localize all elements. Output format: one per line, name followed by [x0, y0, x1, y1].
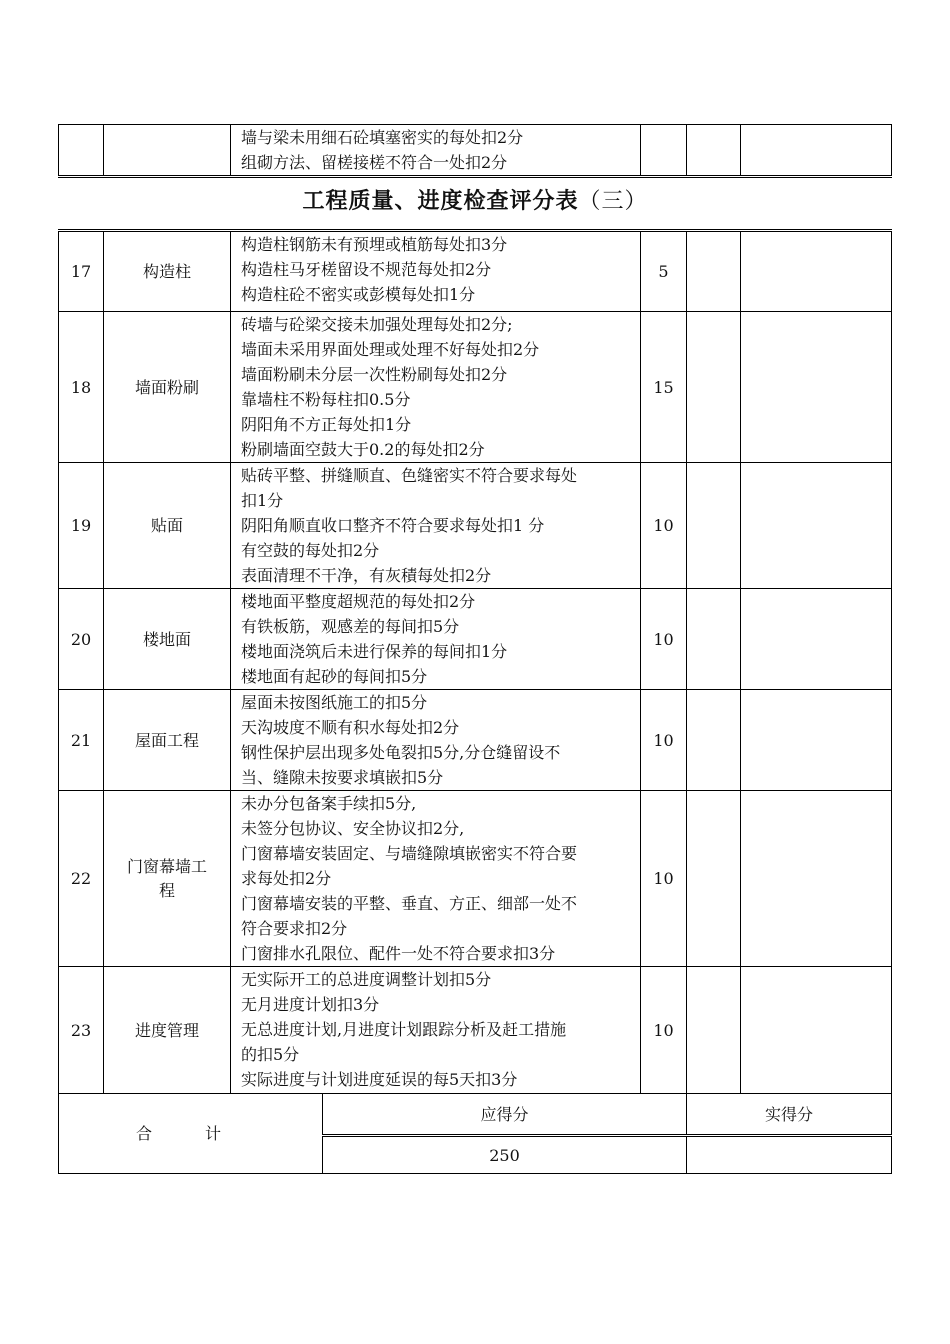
- item-line: 楼地面平整度超规范的每处扣2分: [241, 592, 476, 611]
- table-row: [59, 231, 892, 312]
- item-line: 符合要求扣2分: [241, 919, 348, 938]
- items-cell: [231, 967, 641, 1094]
- table-row: [59, 690, 892, 791]
- item-line: 楼地面浇筑后未进行保养的每间扣1分: [241, 642, 508, 661]
- total-label: 合 计: [59, 1094, 323, 1174]
- item-line: 门窗幕墙安装固定、与墙缝隙填嵌密实不符合要: [241, 844, 578, 863]
- items-cell: [231, 312, 641, 463]
- actual-score-header: 实得分: [687, 1094, 892, 1136]
- item-line: 砖墙与砼梁交接未加强处理每处扣2分;: [241, 315, 513, 334]
- score-cell: 10: [641, 690, 687, 791]
- actual-cell: [741, 589, 892, 690]
- no-cell: 20: [59, 589, 104, 690]
- title-suffix: （三）: [578, 189, 648, 214]
- item-line: 实际进度与计划进度延误的每5天扣3分: [241, 1070, 518, 1089]
- item-line: 墙面未采用界面处理或处理不好每处扣2分: [241, 340, 540, 359]
- items-cell: [231, 589, 641, 690]
- score-cell: [641, 125, 687, 177]
- items-cell: [231, 231, 641, 312]
- item-line: 表面清理不干净，有灰積每处扣2分: [241, 566, 492, 585]
- total-header-row: [59, 1094, 892, 1136]
- name-cell: 屋面工程: [104, 690, 231, 791]
- item-line: 当、缝隙未按要求填嵌扣5分: [241, 768, 444, 787]
- item-line: 构造柱马牙槎留设不规范每处扣2分: [241, 260, 492, 279]
- blank-cell: [687, 125, 741, 177]
- score-table: [58, 229, 892, 1174]
- actual-score-value: [687, 1136, 892, 1174]
- item-line: 无月进度计划扣3分: [241, 995, 380, 1014]
- score-cell: 15: [641, 312, 687, 463]
- item-line: 无实际开工的总进度调整计划扣5分: [241, 970, 492, 989]
- name-line: 门窗幕墙工: [126, 856, 207, 876]
- continuation-table: [58, 124, 892, 178]
- table-row: [59, 589, 892, 690]
- blank-cell: [687, 690, 741, 791]
- name-cell: [104, 791, 231, 967]
- no-cell: 23: [59, 967, 104, 1094]
- item-line: 钢性保护层出现多处龟裂扣5分,分仓缝留设不: [241, 743, 561, 762]
- score-cell: 5: [641, 231, 687, 312]
- item-line: 扣1分: [241, 491, 284, 510]
- no-cell: 17: [59, 231, 104, 312]
- item-line: 阴阳角不方正每处扣1分: [241, 415, 412, 434]
- item-line: 构造柱砼不密实或彭模每处扣1分: [241, 285, 476, 304]
- items-cell: [231, 690, 641, 791]
- expected-score-header: 应得分: [323, 1094, 687, 1136]
- blank-cell: [687, 312, 741, 463]
- actual-cell: [741, 463, 892, 589]
- no-cell: 21: [59, 690, 104, 791]
- blank-cell: [687, 231, 741, 312]
- table-row: [59, 967, 892, 1094]
- item-line: 有空鼓的每处扣2分: [241, 541, 380, 560]
- item-line: 楼地面有起砂的每间扣5分: [241, 667, 428, 686]
- score-cell: 10: [641, 589, 687, 690]
- item-line: 靠墙柱不粉每柱扣0.5分: [241, 390, 411, 409]
- item-line: 贴砖平整、拼缝顺直、色缝密实不符合要求每处: [241, 466, 578, 485]
- actual-cell: [741, 791, 892, 967]
- name-cell: 构造柱: [104, 231, 231, 312]
- item-line: 求每处扣2分: [241, 869, 332, 888]
- item-line: 组砌方法、留槎接槎不符合一处扣2分: [241, 153, 508, 172]
- blank-cell: [687, 589, 741, 690]
- score-cell: 10: [641, 791, 687, 967]
- no-cell: 18: [59, 312, 104, 463]
- table-row: [59, 791, 892, 967]
- item-line: 墙面粉刷未分层一次性粉刷每处扣2分: [241, 365, 508, 384]
- actual-cell: [741, 312, 892, 463]
- no-cell: 22: [59, 791, 104, 967]
- expected-score-value: 250: [323, 1136, 687, 1174]
- actual-cell: [741, 967, 892, 1094]
- item-line: 墙与梁未用细石砼填塞密实的每处扣2分: [241, 128, 524, 147]
- item-line: 粉刷墙面空鼓大于0.2的每处扣2分: [241, 440, 485, 459]
- item-line: 天沟坡度不顺有积水每处扣2分: [241, 718, 460, 737]
- title-main: 工程质量、进度检查评分表: [302, 188, 579, 214]
- score-cell: 10: [641, 463, 687, 589]
- item-line: 的扣5分: [241, 1045, 300, 1064]
- item-line: 阴阳角顺直收口整齐不符合要求每处扣1 分: [241, 516, 545, 535]
- score-cell: 10: [641, 967, 687, 1094]
- items-cell: [231, 125, 641, 177]
- table-row: [59, 463, 892, 589]
- item-line: 门窗幕墙安装的平整、垂直、方正、细部一处不: [241, 894, 578, 913]
- actual-cell: [741, 125, 892, 177]
- item-line: 未签分包协议、安全协议扣2分,: [241, 819, 465, 838]
- name-cell: [104, 125, 231, 177]
- item-line: 门窗排水孔限位、配件一处不符合要求扣3分: [241, 944, 556, 963]
- item-line: 有铁板筋，观感差的每间扣5分: [241, 617, 460, 636]
- blank-cell: [687, 463, 741, 589]
- no-cell: 19: [59, 463, 104, 589]
- item-line: 未办分包备案手续扣5分,: [241, 794, 417, 813]
- blank-cell: [687, 967, 741, 1094]
- blank-cell: [687, 791, 741, 967]
- item-line: 无总进度计划,月进度计划跟踪分析及赶工措施: [241, 1020, 567, 1039]
- name-cell: 墙面粉刷: [104, 312, 231, 463]
- table-row: [59, 312, 892, 463]
- item-line: 构造柱钢筋未有预埋或植筋每处扣3分: [241, 235, 508, 254]
- name-cell: 进度管理: [104, 967, 231, 1094]
- name-cell: 贴面: [104, 463, 231, 589]
- actual-cell: [741, 231, 892, 312]
- item-line: 屋面未按图纸施工的扣5分: [241, 693, 428, 712]
- page-title: [0, 184, 950, 215]
- items-cell: [231, 791, 641, 967]
- table-row: [59, 125, 892, 177]
- items-cell: [231, 463, 641, 589]
- no-cell: [59, 125, 104, 177]
- actual-cell: [741, 690, 892, 791]
- name-line: 程: [158, 880, 175, 900]
- name-cell: 楼地面: [104, 589, 231, 690]
